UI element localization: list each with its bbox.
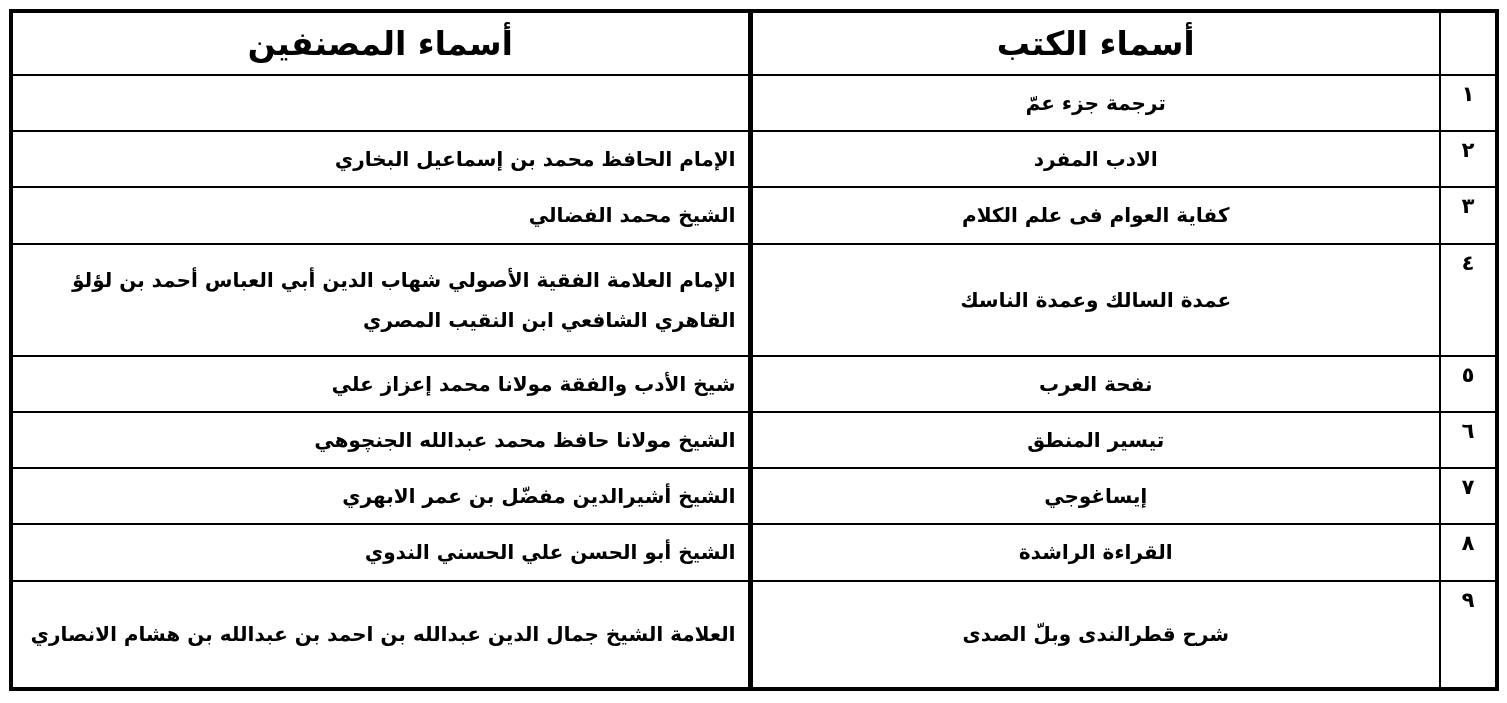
header-author-names: أسماء المصنفين bbox=[11, 11, 750, 75]
book-name-cell: نفحة العرب bbox=[750, 356, 1440, 412]
row-number: ١ bbox=[1440, 75, 1497, 131]
row-number: ٨ bbox=[1440, 524, 1497, 580]
author-name-line: الشيخ أبو الحسن علي الحسني الندوي bbox=[364, 540, 736, 565]
book-name-cell: كفاية العوام فى علم الكلام bbox=[750, 187, 1440, 243]
table-row bbox=[11, 75, 1497, 131]
author-name-cell bbox=[11, 187, 750, 243]
author-name-line: الشيخ محمد الفضالي bbox=[528, 203, 736, 228]
book-name-cell: شرح قطرالندى وبلّ الصدى bbox=[750, 581, 1440, 689]
row-number: ٤ bbox=[1440, 244, 1497, 356]
row-number: ٥ bbox=[1440, 356, 1497, 412]
book-name-cell: الادب المفرد bbox=[750, 131, 1440, 187]
author-name-line: الشيخ مولانا حافظ محمد عبدالله الجنچوهي bbox=[314, 428, 736, 453]
table-row bbox=[11, 356, 1497, 412]
author-name-cell bbox=[11, 468, 750, 524]
book-name-cell: ترجمة جزء عمّ bbox=[750, 75, 1440, 131]
table-row bbox=[11, 581, 1497, 689]
author-name-cell bbox=[11, 356, 750, 412]
author-name-line: القاهري الشافعي ابن النقيب المصري bbox=[363, 307, 736, 332]
author-name-cell bbox=[11, 131, 750, 187]
author-name-line: شيخ الأدب والفقة مولانا محمد إعزاز علي bbox=[331, 371, 736, 396]
table-row bbox=[11, 468, 1497, 524]
row-number: ٣ bbox=[1440, 187, 1497, 243]
row-number: ٢ bbox=[1440, 131, 1497, 187]
table-row bbox=[11, 412, 1497, 468]
book-name-cell: القراءة الراشدة bbox=[750, 524, 1440, 580]
author-name-cell bbox=[11, 581, 750, 689]
header-row bbox=[11, 11, 1497, 75]
row-number: ٦ bbox=[1440, 412, 1497, 468]
table-body bbox=[11, 75, 1497, 689]
table-row bbox=[11, 244, 1497, 356]
author-name-line: الإمام الحافظ محمد بن إسماعيل البخاري bbox=[334, 147, 736, 172]
table-row bbox=[11, 131, 1497, 187]
book-name-cell: عمدة السالك وعمدة الناسك bbox=[750, 244, 1440, 356]
author-name-line: العلامة الشيخ جمال الدين عبدالله بن احمد بن عبدالله بن هشام الانصاري bbox=[30, 622, 736, 647]
books-table bbox=[9, 9, 1499, 691]
row-number: ٩ bbox=[1440, 581, 1497, 689]
table-row bbox=[11, 524, 1497, 580]
author-name-cell bbox=[11, 524, 750, 580]
table-row bbox=[11, 187, 1497, 243]
row-number: ٧ bbox=[1440, 468, 1497, 524]
book-name-cell: إيساغوجي bbox=[750, 468, 1440, 524]
author-name-cell bbox=[11, 412, 750, 468]
book-name-cell: تيسير المنطق bbox=[750, 412, 1440, 468]
header-number bbox=[1440, 11, 1497, 75]
author-name-line: الشيخ أشيرالدين مفضّل بن عمر الابهري bbox=[342, 484, 736, 509]
author-name-cell bbox=[11, 75, 750, 131]
header-book-names: أسماء الكتب bbox=[750, 11, 1440, 75]
author-name-line: الإمام العلامة الفقية الأصولي شهاب الدين أبي العباس أحمد بن لؤلؤ bbox=[72, 267, 736, 292]
author-name-cell bbox=[11, 244, 750, 356]
